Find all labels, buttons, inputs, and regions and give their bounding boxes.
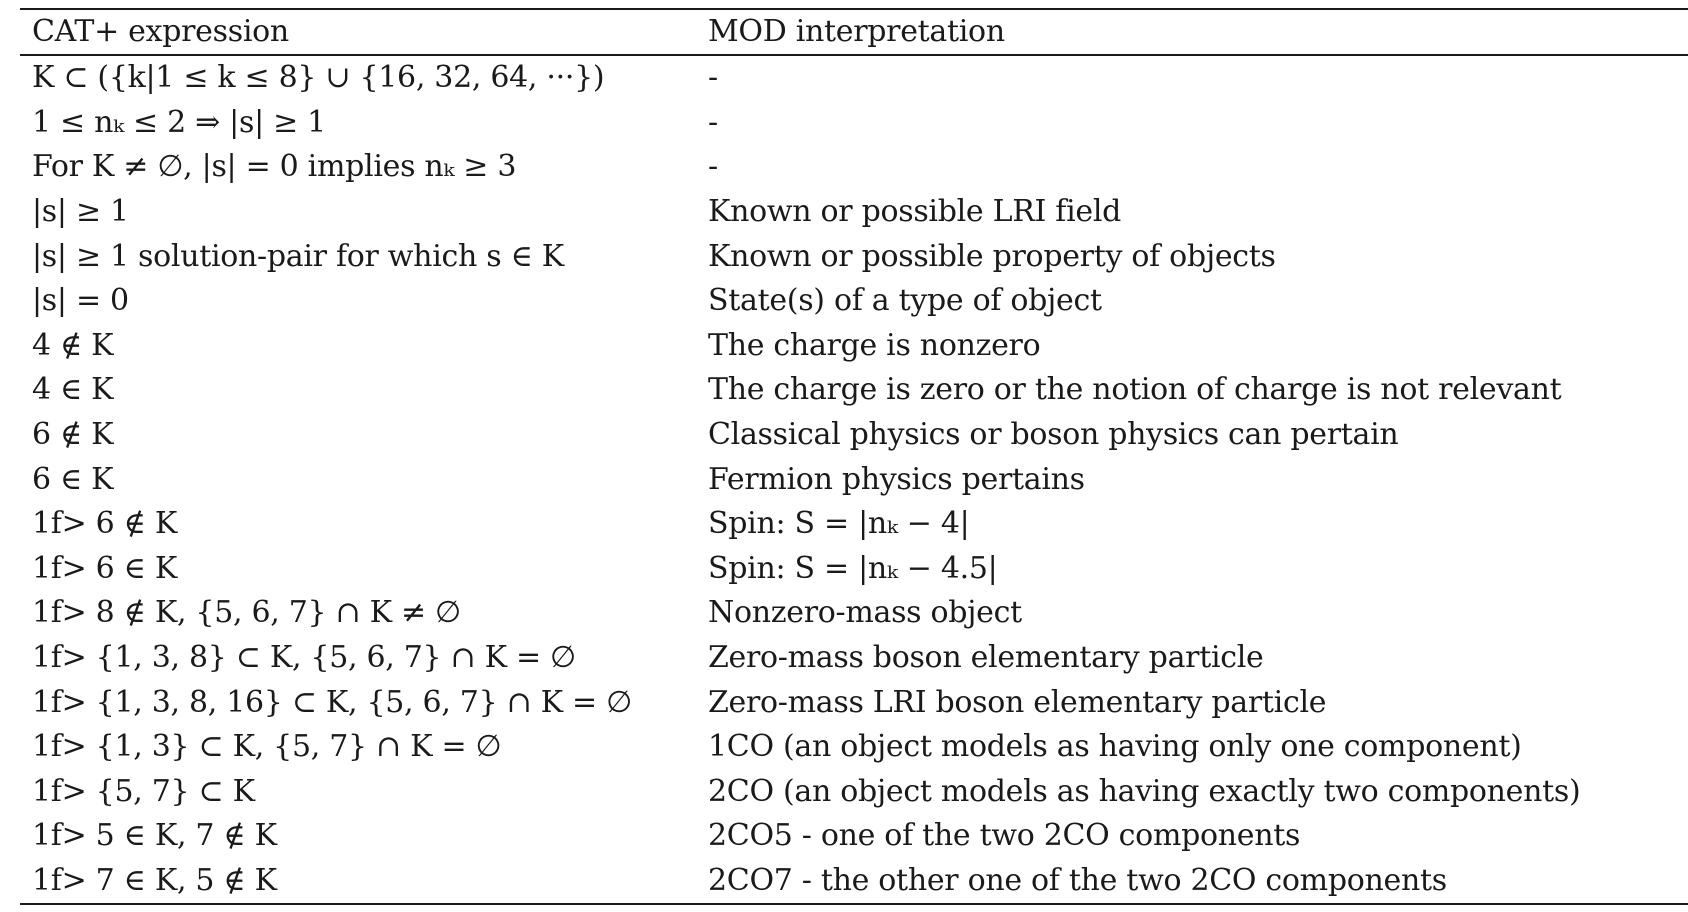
cat-expression-cell: 1f> 7 ∈ K, 5 ∉ K bbox=[32, 862, 277, 898]
header-mod-interpretation: MOD interpretation bbox=[708, 14, 1005, 49]
table-row bbox=[20, 725, 1688, 770]
table-body bbox=[20, 55, 1688, 904]
mod-interpretation-cell: 2CO5 - one of the two 2CO components bbox=[708, 818, 1301, 854]
table-row bbox=[20, 145, 1688, 190]
cat-expression-cell: 1f> 6 ∉ K bbox=[32, 506, 177, 542]
cat-expression-cell: 1f> 8 ∉ K, {5, 6, 7} ∩ K ≠ ∅ bbox=[32, 595, 461, 631]
table-row bbox=[20, 547, 1688, 592]
mod-interpretation-cell: Fermion physics pertains bbox=[708, 461, 1085, 497]
table-row bbox=[20, 55, 1688, 101]
mod-interpretation-cell: The charge is nonzero bbox=[708, 327, 1041, 363]
mod-interpretation-cell: Known or possible LRI field bbox=[708, 194, 1122, 230]
table-row bbox=[20, 279, 1688, 324]
cat-expression-cell: 1f> {5, 7} ⊂ K bbox=[32, 773, 255, 809]
mod-interpretation-cell: Zero-mass boson elementary particle bbox=[708, 640, 1264, 676]
mod-interpretation-cell: State(s) of a type of object bbox=[708, 283, 1102, 319]
mod-interpretation-cell: Nonzero-mass object bbox=[708, 595, 1022, 631]
table-row bbox=[20, 502, 1688, 547]
cat-expression-cell: K ⊂ ({k|1 ≤ k ≤ 8} ∪ {16, 32, 64, ···}) bbox=[32, 60, 605, 96]
cat-mod-table-container bbox=[20, 8, 1688, 905]
table-row bbox=[20, 457, 1688, 502]
table-row bbox=[20, 859, 1688, 905]
mod-interpretation-cell: Classical physics or boson physics can pertain bbox=[708, 417, 1399, 453]
cat-expression-cell: 1f> {1, 3, 8, 16} ⊂ K, {5, 6, 7} ∩ K = ∅ bbox=[32, 684, 632, 720]
mod-interpretation-cell: The charge is zero or the notion of charge is not relevant bbox=[708, 372, 1562, 408]
cat-expression-cell: 1f> {1, 3} ⊂ K, {5, 7} ∩ K = ∅ bbox=[32, 729, 502, 765]
table-row bbox=[20, 591, 1688, 636]
cat-expression-cell: |s| ≥ 1 solution-pair for which s ∈ K bbox=[32, 238, 564, 274]
table-header bbox=[20, 9, 1688, 55]
mod-interpretation-cell: Known or possible property of objects bbox=[708, 238, 1276, 274]
mod-interpretation-cell: 2CO (an object models as having exactly two components) bbox=[708, 773, 1581, 809]
table-row bbox=[20, 324, 1688, 369]
table-row bbox=[20, 814, 1688, 859]
table-row bbox=[20, 770, 1688, 815]
table-row bbox=[20, 636, 1688, 681]
cat-expression-cell: 4 ∉ K bbox=[32, 327, 114, 363]
cat-expression-cell: |s| = 0 bbox=[32, 283, 129, 319]
table-row bbox=[20, 368, 1688, 413]
cat-expression-cell: 1f> 5 ∈ K, 7 ∉ K bbox=[32, 818, 277, 854]
cat-mod-table bbox=[20, 8, 1688, 905]
table-row bbox=[20, 234, 1688, 279]
cat-expression-cell: 6 ∉ K bbox=[32, 417, 114, 453]
table-row bbox=[20, 101, 1688, 146]
cat-expression-cell: 1f> 6 ∈ K bbox=[32, 550, 177, 586]
table-row bbox=[20, 680, 1688, 725]
cat-expression-cell: 4 ∈ K bbox=[32, 372, 114, 408]
mod-interpretation-cell: - bbox=[708, 60, 718, 96]
cat-expression-cell: 6 ∈ K bbox=[32, 461, 114, 497]
cat-expression-cell: 1 ≤ nₖ ≤ 2 ⇒ |s| ≥ 1 bbox=[32, 104, 326, 140]
mod-interpretation-cell: - bbox=[708, 149, 718, 185]
table-row bbox=[20, 190, 1688, 235]
mod-interpretation-cell: Zero-mass LRI boson elementary particle bbox=[708, 684, 1327, 720]
cat-expression-cell: |s| ≥ 1 bbox=[32, 194, 129, 230]
mod-interpretation-cell: Spin: S = |nₖ − 4.5| bbox=[708, 550, 998, 586]
mod-interpretation-cell: Spin: S = |nₖ − 4| bbox=[708, 506, 970, 542]
cat-expression-cell: 1f> {1, 3, 8} ⊂ K, {5, 6, 7} ∩ K = ∅ bbox=[32, 640, 576, 676]
mod-interpretation-cell: 2CO7 - the other one of the two 2CO components bbox=[708, 862, 1447, 898]
cat-expression-cell: For K ≠ ∅, |s| = 0 implies nₖ ≥ 3 bbox=[32, 149, 517, 185]
mod-interpretation-cell: - bbox=[708, 104, 718, 140]
header-row bbox=[20, 9, 1688, 55]
header-cat-expression: CAT+ expression bbox=[32, 14, 289, 49]
table-row bbox=[20, 413, 1688, 458]
mod-interpretation-cell: 1CO (an object models as having only one component) bbox=[708, 729, 1522, 765]
